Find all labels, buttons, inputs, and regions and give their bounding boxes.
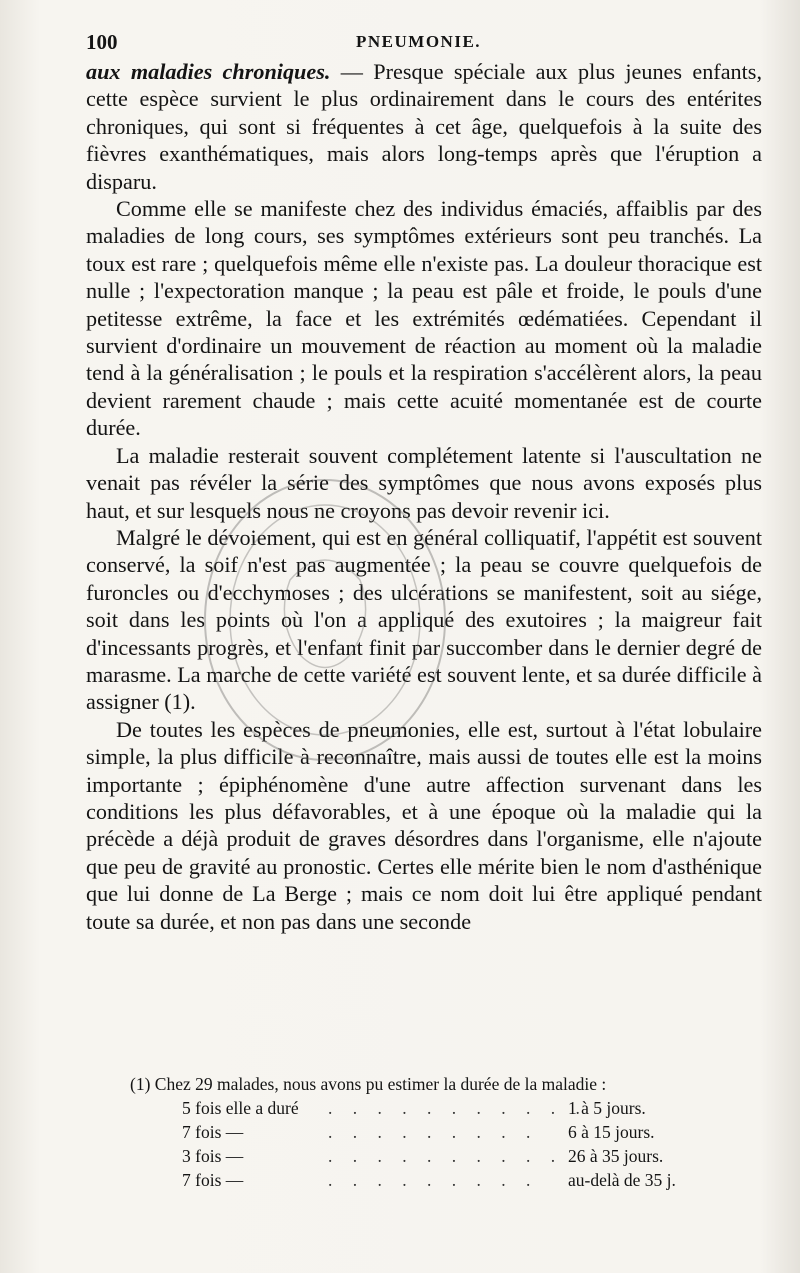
paragraph-5: De toutes les espèces de pneumonies, elle est, surtout à l'état lobulaire simple, la plus difficile à reconnaître, mais aussi de toutes elle est la moins importante ; épiphénomène d'une autre affection survenant dans les conditions les plus défavorables, et à une époque où la maladie qui la précède a déjà produit de graves désordres dans l'organisme, elle n'ajoute que peu de gravité au pronostic. Certes elle mérite bien le nom d'asthénique que lui donne de La Berge ; mais ce nom doit lui être appliqué pendant toute sa durée, et non pas dans une seconde [86, 716, 762, 934]
section-heading-italic: aux maladies chroniques. [86, 59, 331, 84]
paragraph-3: La maladie resterait souvent complétement latente si l'auscultation ne venait pas révéler la série des symptômes que nous avons exposés plus haut, et sur lesquels nous ne croyons pas devoir revenir ici. [86, 442, 762, 523]
running-title: PNEUMONIE. [356, 32, 482, 51]
main-text [86, 58, 762, 935]
footnote-range: 1 à 5 jours. [568, 1098, 646, 1118]
footnote [130, 1072, 760, 1192]
footnote-row [130, 1168, 760, 1192]
paragraph-1-text: — Presque spéciale aux plus jeunes enfants, cette espèce survient le plus ordinairement dans le cours des entérites chroniques, qui sont si fréquentes à cet âge, quelquefois à la suite des fièvres exanthématiques, mais alors long-temps après que l'éruption a disparu. [86, 59, 762, 194]
page-header [86, 30, 766, 60]
footnote-count: 3 fois — [182, 1146, 244, 1166]
footnote-intro: (1) Chez 29 malades, nous avons pu estimer la durée de la maladie : [130, 1074, 607, 1094]
page-number: 100 [86, 30, 118, 54]
footnote-range: 6 à 15 jours. [568, 1122, 655, 1142]
footnote-leader: . . . . . . . . . . [328, 1146, 564, 1166]
footnote-count: 7 fois — [182, 1170, 244, 1190]
footnote-row [130, 1120, 760, 1144]
footnote-leader: . . . . . . . . . [328, 1122, 539, 1142]
footnote-row [130, 1144, 760, 1168]
footnote-range: au-delà de 35 j. [568, 1170, 676, 1190]
footnote-row [130, 1096, 760, 1120]
footnote-leader: . . . . . . . . . [328, 1170, 539, 1190]
paragraph-4: Malgré le dévoiement, qui est en général colliquatif, l'appétit est souvent conservé, la soif n'est pas augmentée ; la peau se couvre quelquefois de furoncles ou d'ecchymoses ; des ulcérations se manifestent, soit au siége, soit dans les points où l'on a appliqué des exutoires ; la maigreur fait d'incessants progrès, et l'enfant finit par succomber dans le dernier degré de marasme. La marche de cette variété est souvent lente, et sa durée difficile à assigner (1). [86, 524, 762, 715]
footnote-count: 7 fois — [182, 1122, 244, 1142]
paragraph-2: Comme elle se manifeste chez des individus émaciés, affaiblis par des maladies de long cours, ses symptômes extérieurs sont peu tranchés. La toux est rare ; quelquefois même elle n'existe pas. La douleur thoracique est nulle ; l'expectoration manque ; la peau est pâle et froide, le pouls d'une petitesse extrême, la face et les extrémités œdématiées. Cependant il survient d'ordinaire un mouvement de réaction au moment où la maladie tend à la généralisation ; le pouls et la respiration s'accélèrent alors, la peau devient rarement chaude ; mais cette acuité momentanée est de courte durée. [86, 196, 762, 441]
footnote-count: 5 fois elle a duré [182, 1098, 299, 1118]
footnote-leader: . . . . . . . . . . . [328, 1098, 588, 1118]
footnote-range: 26 à 35 jours. [568, 1146, 664, 1166]
paragraph-1 [86, 58, 762, 195]
